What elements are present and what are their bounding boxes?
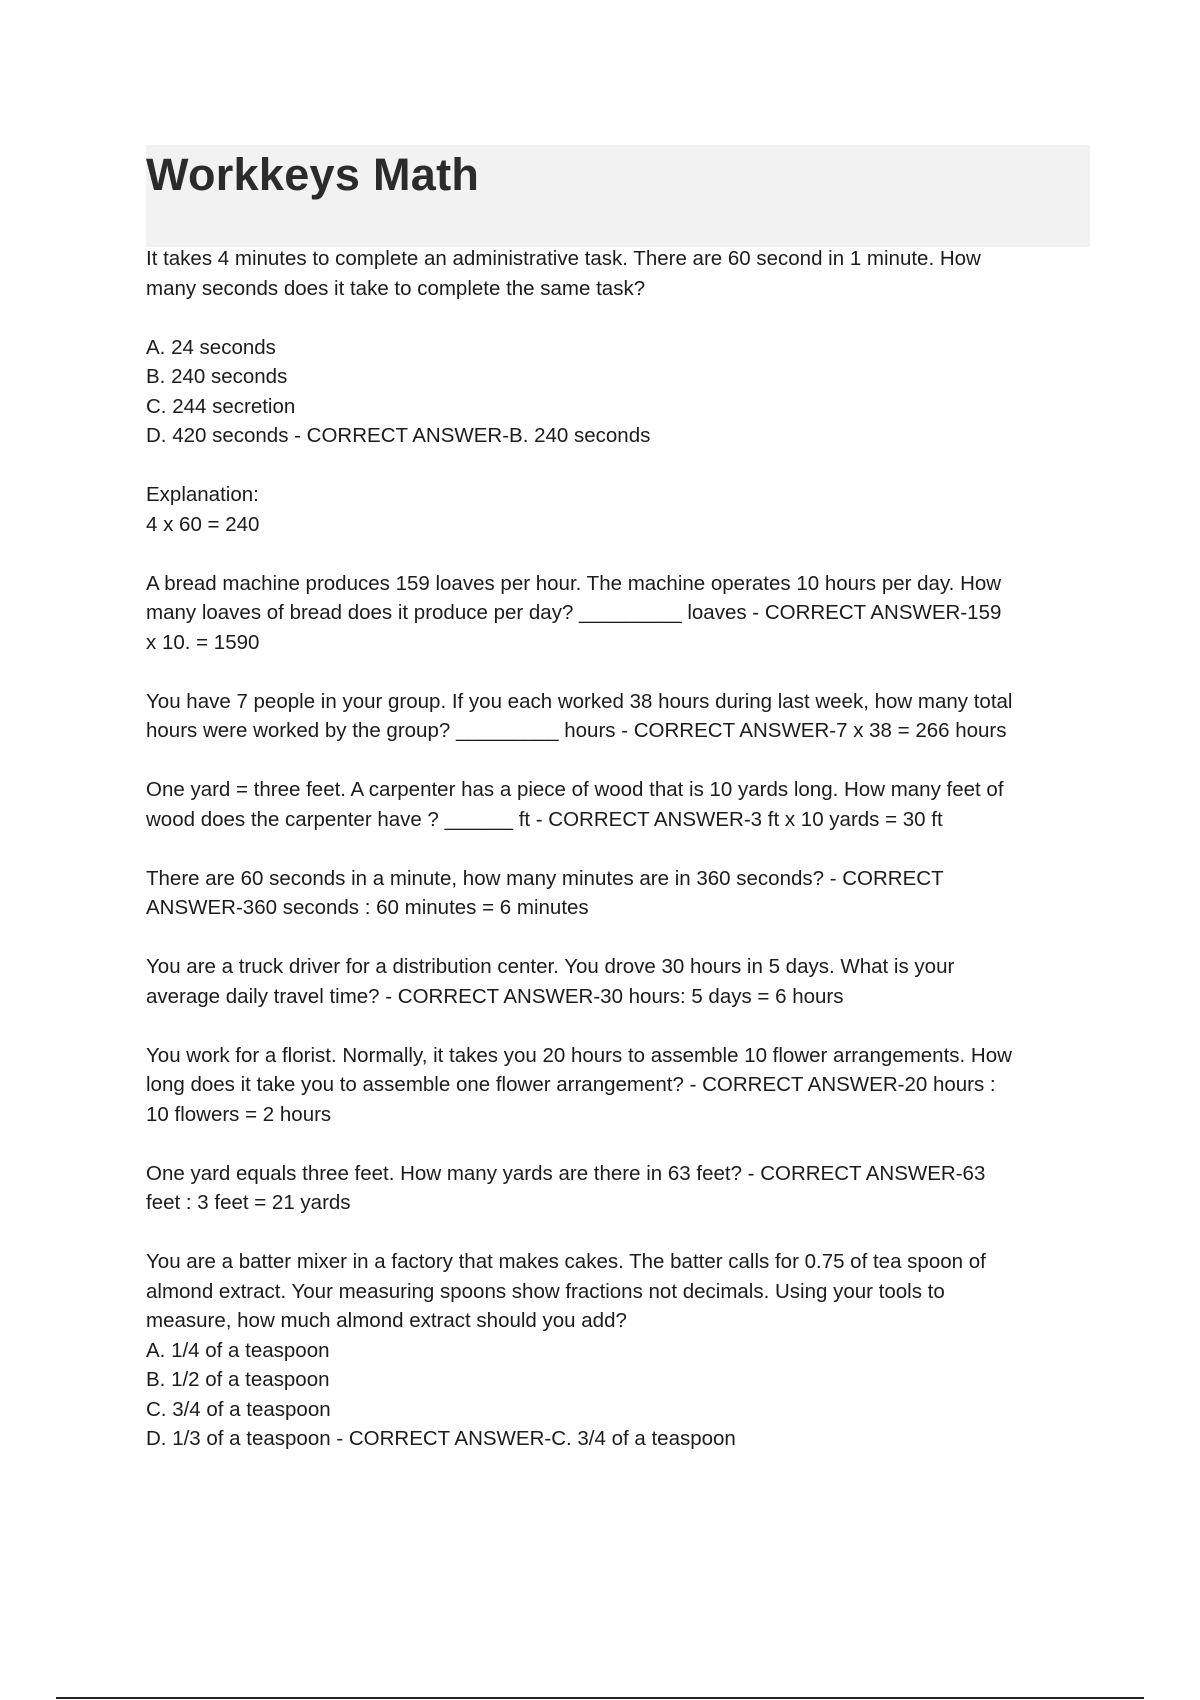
page-title: Workkeys Math [146,149,480,200]
text-line: You are a batter mixer in a factory that makes cakes. The batter calls for 0.75 of tea spoon of [146,1250,986,1273]
text-line: A. 24 seconds [146,335,276,359]
text-line: You work for a florist. Normally, it takes you 20 hours to assemble 10 flower arrangements. How [146,1043,1012,1067]
text-line: C. 244 secretion [146,394,296,418]
text-block [146,1041,1096,1130]
text-line: average daily travel time? - CORRECT ANSWER-30 hours: 5 days = 6 hours [146,984,844,1008]
text-line: It takes 4 minutes to complete an administrative task. There are 60 second in 1 minute. How [146,247,981,270]
text-block [146,569,1096,658]
text-line: 10 flowers = 2 hours [146,1102,332,1126]
text-line: D. 420 seconds - CORRECT ANSWER-B. 240 seconds [146,424,651,447]
text-block [146,1247,1096,1454]
text-line: long does it take you to assemble one flower arrangement? - CORRECT ANSWER-20 hours : [146,1073,996,1096]
text-block [146,775,1096,834]
text-line: One yard equals three feet. How many yards are there in 63 feet? - CORRECT ANSWER-63 [146,1161,986,1185]
document-body [146,244,1096,1483]
text-line: B. 1/2 of a teaspoon [146,1368,330,1391]
text-line: D. 1/3 of a teaspoon - CORRECT ANSWER-C. 3/4 of a teaspoon [146,1427,736,1450]
text-line: measure, how much almond extract should you add? [146,1309,627,1332]
text-line: B. 240 seconds [146,365,288,388]
text-line: You have 7 people in your group. If you each worked 38 hours during last week, how many total [146,689,1013,713]
text-line: 4 x 60 = 240 [146,512,260,536]
text-line: Explanation: [146,483,259,506]
text-line: feet : 3 feet = 21 yards [146,1191,351,1214]
footer-divider [56,1697,1144,1699]
text-line: almond extract. Your measuring spoons show fractions not decimals. Using your tools to [146,1279,945,1303]
text-block [146,1159,1096,1218]
text-block [146,480,1096,539]
text-block [146,864,1096,923]
text-line: many loaves of bread does it produce per day? _________ loaves - CORRECT ANSWER-159 [146,601,1002,624]
text-line: There are 60 seconds in a minute, how many minutes are in 360 seconds? - CORRECT [146,866,944,890]
text-block [146,952,1096,1011]
text-block [146,244,1096,303]
text-line: One yard = three feet. A carpenter has a piece of wood that is 10 yards long. How many feet of [146,778,1004,801]
text-line: x 10. = 1590 [146,630,260,654]
text-line: many seconds does it take to complete the same task? [146,276,646,300]
text-block [146,687,1096,746]
text-block [146,333,1096,451]
text-line: C. 3/4 of a teaspoon [146,1397,331,1421]
text-line: A. 1/4 of a teaspoon [146,1338,330,1362]
text-line: ANSWER-360 seconds : 60 minutes = 6 minutes [146,896,589,919]
text-line: hours were worked by the group? _________ hours - CORRECT ANSWER-7 x 38 = 266 hours [146,719,1007,742]
text-line: wood does the carpenter have ? ______ ft - CORRECT ANSWER-3 ft x 10 yards = 30 ft [146,807,943,831]
text-line: You are a truck driver for a distribution center. You drove 30 hours in 5 days. What is your [146,955,955,978]
text-line: A bread machine produces 159 loaves per hour. The machine operates 10 hours per day. How [146,571,1002,595]
